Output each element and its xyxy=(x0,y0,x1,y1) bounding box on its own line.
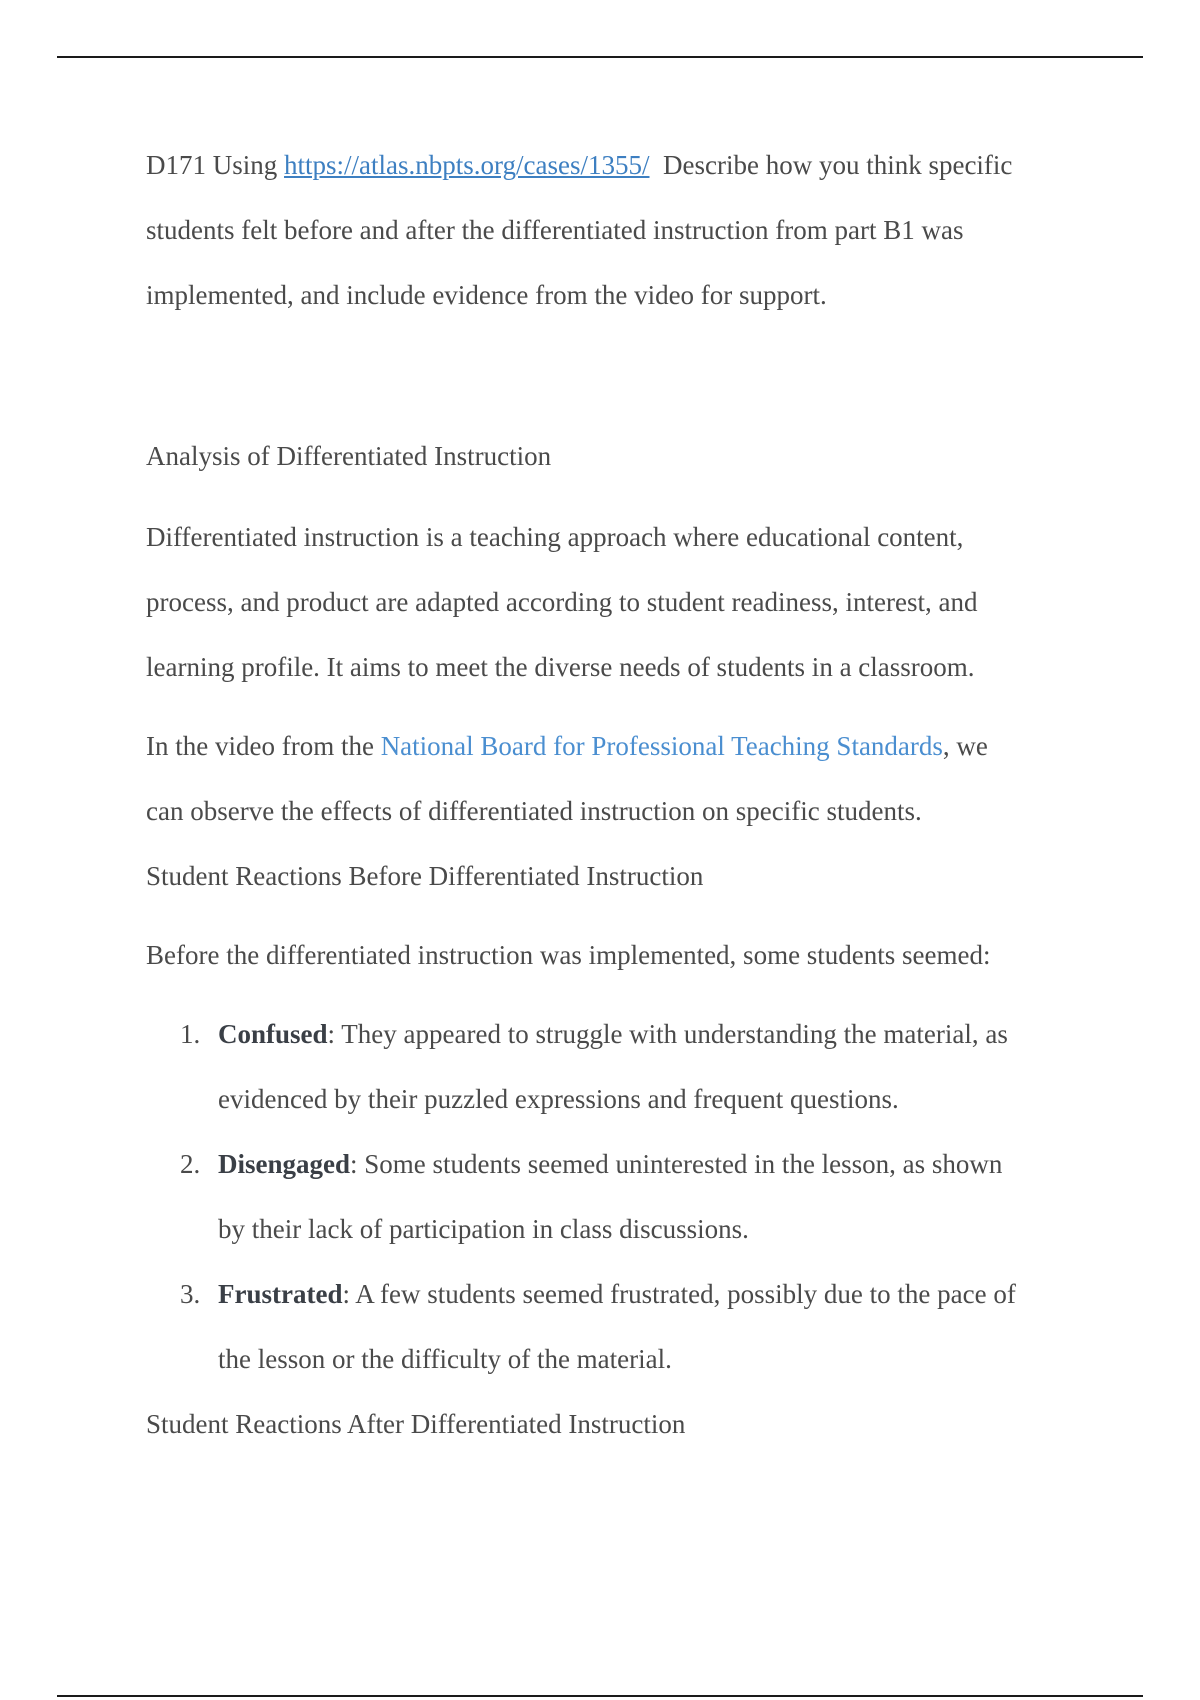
list-text: : A few students seemed frustrated, possibly due to the pace of xyxy=(342,1279,1016,1309)
para2-line-1 xyxy=(146,714,1086,779)
list-number: 2. xyxy=(180,1149,201,1179)
list-text-cont: evidenced by their puzzled expressions and frequent questions. xyxy=(218,1084,899,1114)
list-item xyxy=(146,1132,1086,1262)
bottom-rule xyxy=(57,1695,1143,1697)
list-text-cont: the lesson or the difficulty of the material. xyxy=(218,1344,672,1374)
before-heading: Student Reactions Before Differentiated Instruction xyxy=(146,861,704,891)
list-text: : They appeared to struggle with understanding the material, as xyxy=(327,1019,1008,1049)
para2-suffix: , we xyxy=(942,731,988,761)
para2-prefix: In the video from the xyxy=(146,731,381,761)
intro-line-2: students felt before and after the differentiated instruction from part B1 was xyxy=(146,215,964,245)
spacer xyxy=(146,328,1086,424)
section-title: Analysis of Differentiated Instruction xyxy=(146,441,552,471)
document-body xyxy=(146,133,1086,1457)
para1-line-1: Differentiated instruction is a teaching approach where educational content, xyxy=(146,522,964,552)
top-rule xyxy=(57,56,1143,58)
para1-line-2: process, and product are adapted according to student readiness, interest, and xyxy=(146,587,978,617)
list-number: 3. xyxy=(180,1279,201,1309)
before-intro: Before the differentiated instruction was implemented, some students seemed: xyxy=(146,940,991,970)
list-item xyxy=(146,1002,1086,1132)
case-link[interactable]: https://atlas.nbpts.org/cases/1355/ xyxy=(284,150,650,180)
list-term: Confused xyxy=(218,1019,328,1049)
intro-prefix: D171 Using xyxy=(146,150,285,180)
intro-suffix: Describe how you think specific xyxy=(649,150,1013,180)
list-text-cont: by their lack of participation in class discussions. xyxy=(218,1214,749,1244)
intro-line-1 xyxy=(146,133,1086,198)
list-text: : Some students seemed uninterested in the lesson, as shown xyxy=(350,1149,1003,1179)
list-item xyxy=(146,1262,1086,1392)
list-term: Frustrated xyxy=(218,1279,343,1309)
list-number: 1. xyxy=(180,1019,201,1049)
intro-line-3: implemented, and include evidence from the video for support. xyxy=(146,280,827,310)
list-term: Disengaged xyxy=(218,1149,351,1179)
para1-line-3: learning profile. It aims to meet the diverse needs of students in a classroom. xyxy=(146,652,975,682)
para2-line-2: can observe the effects of differentiated instruction on specific students. xyxy=(146,796,922,826)
nbpts-link[interactable]: National Board for Professional Teaching Standards xyxy=(380,731,943,761)
after-heading: Student Reactions After Differentiated Instruction xyxy=(146,1409,686,1439)
